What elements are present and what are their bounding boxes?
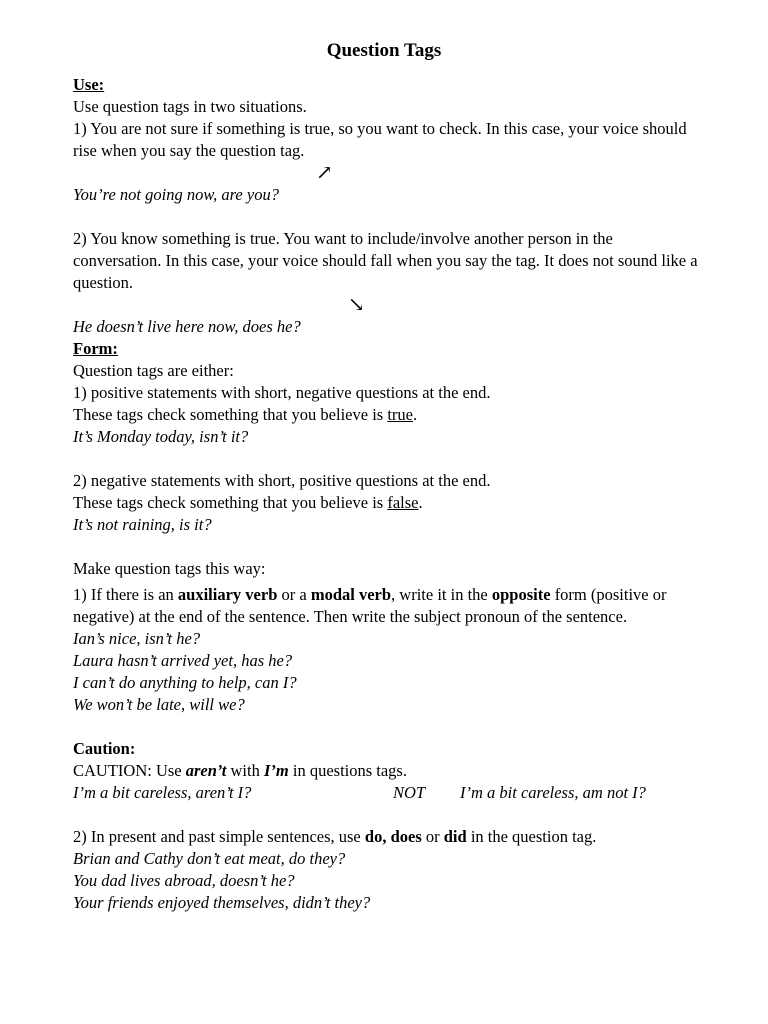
caution-examples [73,782,703,804]
form-intro: Question tags are either: [73,361,234,380]
caution-line [73,760,703,782]
make-example: I can’t do anything to help, can I? [73,673,297,692]
use-heading: Use: [73,75,105,94]
form-heading: Form: [73,339,118,358]
form-example-1: It’s Monday today, isn’t it? [73,427,249,446]
rule-text: , write it in the [391,585,492,604]
note-text: These tags check something that you believe is [73,493,388,512]
rule-text: or a [277,585,311,604]
caution-text: CAUTION: Use [73,761,186,780]
bold-arent: aren’t [185,761,227,780]
use-example-1: You’re not going now, are you? [73,185,279,204]
note-text: These tags check something that you believe is [73,405,388,424]
caution-text: with [226,761,264,780]
rising-intonation-row [73,162,703,184]
note-period: . [418,493,423,512]
rule-2-example: Your friends enjoyed themselves, didn’t they? [73,893,371,912]
use-example-2: He doesn’t live here now, does he? [73,317,301,336]
rule-2 [73,826,703,848]
spacer [73,804,703,826]
note-period: . [413,405,418,424]
form-example-2: It’s not raining, is it? [73,515,212,534]
falling-arrow-icon: ↘ [348,294,365,316]
wrong-example: I’m a bit careless, am not I? [460,783,646,802]
falling-intonation-row [73,294,703,316]
bold-did: did [443,827,467,846]
use-point-1: 1) You are not sure if something is true, so you want to check. In this case, your voice should rise when you say the question tag. [73,119,687,160]
rule-text: in the question tag. [466,827,597,846]
rule-text: form (positive or negative) at the end of the sentence. Then write the subject pronoun of the sentence. [73,585,667,626]
bold-modal-verb: modal verb [310,585,392,604]
form-point-1: 1) positive statements with short, negative questions at the end. [73,383,491,402]
bold-auxiliary-verb: auxiliary verb [177,585,278,604]
rising-arrow-icon: ↗ [316,162,333,184]
spacer [73,206,703,228]
bold-opposite: opposite [491,585,551,604]
form-point-2: 2) negative statements with short, positive questions at the end. [73,471,491,490]
form-point-2-note [73,492,703,514]
form-point-1-note [73,404,703,426]
underlined-word-true: true [387,405,413,424]
spacer [73,536,703,558]
rule-text: 1) If there is an [73,585,178,604]
rule-2-example: You dad lives abroad, doesn’t he? [73,871,295,890]
spacer [73,716,703,738]
rule-2-example: Brian and Cathy don’t eat meat, do they? [73,849,346,868]
use-point-2: 2) You know something is true. You want to include/involve another person in the conversation. In this case, your voice should fall when you say the tag. It does not sound like a question. [73,229,698,292]
bold-im: I’m [263,761,289,780]
rule-text: 2) In present and past simple sentences, use [73,827,365,846]
rule-text: or [421,827,444,846]
make-rule-1 [73,584,703,628]
document-body [73,74,703,914]
bold-do-does: do, does [364,827,422,846]
make-example: Laura hasn’t arrived yet, has he? [73,651,293,670]
caution-heading: Caution: [73,739,136,758]
correct-example: I’m a bit careless, aren’t I? [73,783,252,802]
make-intro: Make question tags this way: [73,559,266,578]
underlined-word-false: false [387,493,419,512]
make-example: We won’t be late, will we? [73,695,245,714]
spacer [73,448,703,470]
use-intro: Use question tags in two situations. [73,97,307,116]
make-example: Ian’s nice, isn’t he? [73,629,201,648]
not-label: NOT [393,783,426,802]
page-title: Question Tags [326,40,442,61]
caution-text: in questions tags. [288,761,407,780]
